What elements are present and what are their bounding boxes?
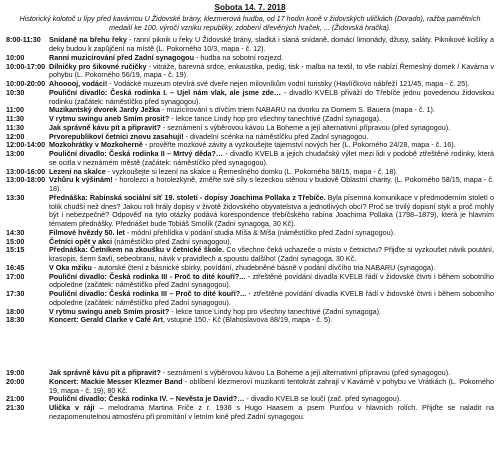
event-text: - muzicírování s dívčím triem NABARU na dvorku za Domem S. Bauera (mapa - č. 1). (160, 105, 435, 115)
event-name: Pouliční divadlo: Česká rodinka IV. – Nevěsta je David?… (49, 394, 245, 404)
event-time: 17:00 (6, 271, 25, 281)
event-name: Prvorepublikoví četníci znovu zasahují! (49, 131, 184, 141)
event-row (6, 290, 494, 308)
event-time: 15:00 (6, 236, 25, 246)
event-text: - ztřeštěné povídání divadla KVELB řádí v židovské čtvrti i během sobotního odpoledne (začátek: náměstíčko před Zadní synagogou). (49, 271, 494, 290)
event-time: 11:00 (6, 105, 24, 115)
event-name: V Oka mžiku (49, 262, 92, 272)
event-name: V rytmu swingu aneb Smím prosit? (49, 114, 170, 124)
event-name: Muzikantský dvorek Jardy Ježka (49, 105, 161, 115)
event-time: 19:00 (6, 368, 25, 378)
event-name: Filmové hvězdy 50. let (49, 227, 125, 237)
event-text: - autorské čtení z básnické sbírky, povídání, zhudebněné básně v podání dívčího tria NABARU (synagoga). (91, 262, 436, 272)
event-name: Pouliční divadlo: Česká rodinka III – Proč to dité kouří?... (49, 289, 247, 299)
event-time: 13:00 (6, 149, 25, 159)
event-time: 21:30 (6, 403, 25, 413)
event-text: - hudba na sobotní rozjezd. (193, 52, 284, 62)
event-description (49, 150, 494, 168)
event-row (6, 316, 494, 325)
event-row (6, 246, 494, 264)
events-list-day (6, 36, 494, 325)
event-text: , vstupné 150,- Kč (Blahoslavova 88/19, mapa - č. 5). (162, 315, 333, 325)
event-text: Co všechno čeká uchazeče o místo v četnictvu? Přijďte si vyzkoušet návik poutání, krasopis, šerm šavlí, sebeobranu, návik v pravidlech a spoustu dalšího! (Zadní synagoga, 30 Kč. (49, 245, 495, 264)
event-time: 11:30 (6, 122, 24, 132)
event-name: Snídaně na břehu řeky (49, 35, 127, 45)
event-description (49, 63, 494, 81)
event-time: 13:00-18:00 (6, 175, 46, 185)
event-name: Četníci opět v akci (49, 236, 113, 246)
event-time: 20:00 (6, 376, 25, 386)
event-text: - oblíbení klezmeroví muzikanti tentokrát zahrají v Kavárně v pohybu ve Vrátkách (L. Pokorného 19, mapa - č. 19), 80 Kč. (49, 376, 495, 395)
event-row (6, 176, 494, 194)
event-name: Pouliční divadlo: Česká rodinka I. – Ujel nám vlak, ale jsme zde… (49, 87, 282, 97)
event-name: Pouliční divadlo: Česká rodinka II – Mrtvý děda?… (49, 149, 224, 159)
event-name: Mozkohrátky v Mozkoherně (49, 140, 143, 150)
event-text: - lekce tance Lindy hop pro všechny tanechtivé (Zadní synagoga). (169, 114, 381, 124)
event-text: - ranní piknik u řeky U Židovské brány, sladká i slaná snídaně, domácí limonády, džusy, saláty. Piknikové košíky a deky budou k zapůjčení na místě (L. Pokorného 10/3, mapa - č. 12). (49, 35, 495, 54)
event-description (49, 316, 494, 325)
event-time: 13:00-16:00 (6, 166, 46, 176)
event-text: - seznámení s výběrovou kávou La Boheme a její alternativní přípravou (před synagogou). (160, 368, 451, 378)
event-text: - divadlo KVELB a jejich chudačský výlet mezi lidi v podobě ztřeštěné rodinky, která se ocitla v neznámém městě (začátek: náměstíčko před synagogou). (49, 149, 494, 167)
event-text: - vyzkoušejte si lezení na skalce u Řemeslného domku (L. Pokorného 58/15, mapa - č. 18). (105, 166, 398, 176)
event-description (49, 176, 494, 194)
event-time: 10:00-17:00 (6, 61, 46, 71)
event-row (6, 89, 494, 107)
event-text: (náměstíčko před Zadní synagogou). (112, 236, 232, 246)
event-time: 10:00-20:00 (6, 79, 46, 89)
event-name: Jak správně kávu pít a připravit? (49, 122, 161, 132)
event-description (49, 404, 494, 422)
event-text: - Vodácké muzeum otevírá své dveře nejen milovníkům vodní turistiky (Havlíčkovo nábřeží 121/45, mapa - č. 25). (107, 79, 470, 89)
event-time: 10:30 (6, 87, 25, 97)
event-time: 8:00-11:30 (6, 35, 41, 45)
event-name: Dílničky pro šikovné ručičky (49, 61, 147, 71)
event-text: - divadelní scénka na náměstíčku před Zadní synagogou. (183, 131, 369, 141)
event-row (6, 378, 494, 396)
event-description (49, 194, 494, 229)
event-time: 17:30 (6, 289, 25, 299)
event-text: - horolezci a horolezkyně, změřte své síly s lezeckou stěnou v budově Oblastní charity. (L. Pokorného 58/15, mapa - č. 18). (49, 175, 494, 194)
event-text: - módní přehlídka v podání studia Míša & Míša (náměstíčko před Zadní synagogou). (124, 227, 395, 237)
event-time: 18:00 (6, 306, 25, 316)
event-description (49, 273, 494, 291)
event-name: Ulička v ráji (49, 403, 95, 413)
intro-text: Historický kolotoč u lípy před kavárnou U Židovské brány, klezmerová hudba, od 17 hodin koně v židovských uličkách (Dorado), ražba pamětních medailí ke 100. výročí vzniku republiky, zdobení dřevěných hraček, ... (Židovská hračka). (19, 14, 481, 33)
event-name: Přednáška: Četníkem na zkoušku v četnické škole. (49, 245, 225, 255)
event-text: - ztřeštěné povídání divadla KVELB řádí v židovské čtvrti i během sobotního odpoledne (začátek: náměstíčko před Zadní synagogou). (49, 289, 494, 307)
event-time: 11:30 (6, 114, 24, 124)
event-time: 10:00 (6, 52, 25, 62)
event-text: - divadlo KVELB přiváží do Třebíče jednu povedenou židovskou rodinku (začátek: náměstíčko před synagogou). (49, 87, 494, 106)
event-time: 16:45 (6, 262, 25, 272)
event-row (6, 150, 494, 168)
event-text: - prověřte mozkové závity a vyzkoušejte tajemství nových her (L. Pokorného 24/28, mapa - č. 16). (142, 140, 456, 150)
event-row (6, 194, 494, 229)
event-name: Lezení na skalce (49, 166, 106, 176)
event-row (6, 36, 494, 54)
event-name: Ranní muzicírování před Zadní synagogou (49, 52, 194, 62)
event-name: Koncert: Gerald Clarke v Café Art (49, 315, 163, 325)
event-name: Koncert: Mackie Messer Klezmer Band (49, 376, 183, 386)
event-time: 12:00-14:00 (6, 140, 46, 150)
event-time: 12:00 (6, 131, 25, 141)
event-name: Pouliční divadlo: Česká rodinka III - Proč to dité kouří?... (49, 271, 246, 281)
event-time: 21:00 (6, 394, 25, 404)
section-gap (6, 325, 494, 369)
event-time: 15:15 (6, 245, 25, 255)
event-text: - divadlo KVELB se loučí (zač. před synagogou). (244, 394, 402, 404)
event-time: 14:30 (6, 227, 25, 237)
event-name: Vzhůru k výšinám! (49, 175, 113, 185)
events-list-evening (6, 369, 494, 422)
event-description (49, 36, 494, 54)
event-text: - lekce tance Lindy hop pro všechny tanechtivé (Zadní synagoga). (169, 306, 381, 316)
event-name: Jak správně kávu pít a připravit? (49, 368, 161, 378)
event-text: Byla písemná komunikace v předmoderním století o tolik chudší než dnes? Jakou roli hrály dopisy v životě židovského obyvatelstva a jednotlivých obcí? Proč se trvilý dopisní styk a proč mohly být i nebezpečné? Odpověď na tyto otázky podává korespondence třebíčského rabína Joachima Pollaka (1798–1879), která je hlavním tématem přednášky. Přednášet bude Tobiáš Smolík (Zadní synagoga, 30 Kč). (49, 192, 494, 229)
event-time: 18:30 (6, 315, 25, 325)
event-text: – melodrama Martina Friče z r. 1936 s Hugo Haasem a psem Punťou v hlavních rolích. Přijďte se naladit na nezapomenutelnou atmosféru při promítání v letním kině před Zadní synagogou. (49, 403, 494, 421)
event-time: 13:30 (6, 192, 25, 202)
event-description (49, 246, 494, 264)
event-row (6, 273, 494, 291)
event-text: - seznámení s výběrovou kávou La Boheme a její alternativní přípravou (před synagogou). (160, 122, 451, 132)
event-description (49, 378, 494, 396)
event-name: V rytmu swingu aneb Smím prosit? (49, 306, 170, 316)
event-row (6, 404, 494, 422)
event-row (6, 63, 494, 81)
event-text: - vitráže, barevná srdce, enkaustika, pedig, tisk - malba na textil, to vše nabízí Řemeslný domek / Kavárna v pohybu (L. Pokorného 56/19, mapa - č. 19). (49, 61, 494, 80)
event-name: Ahooooj, vodáci! (49, 79, 108, 89)
page-title: Sobota 14. 7. 2018 (214, 3, 286, 12)
event-description (49, 89, 494, 107)
event-description (49, 290, 494, 308)
event-name: Přednáška: Rabínská sociální síť 19. století - dopisy Joachima Pollaka z Třebíče. (49, 192, 326, 202)
